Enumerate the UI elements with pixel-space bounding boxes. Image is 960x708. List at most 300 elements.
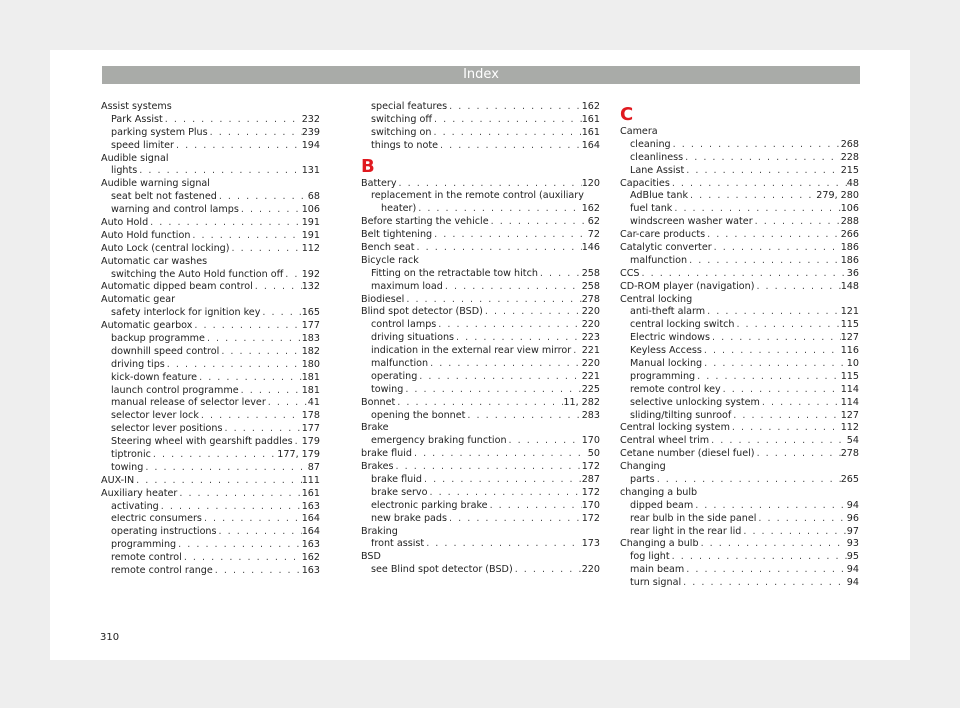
entry-label: downhill speed control: [111, 345, 220, 357]
entry-label: Battery: [361, 177, 397, 189]
entry-page: 161: [581, 126, 600, 138]
index-entry: [101, 488, 320, 501]
entry-label: Auto Lock (central locking): [101, 242, 230, 254]
entry-page: 181: [301, 384, 320, 396]
index-subentry: [361, 384, 600, 397]
dot-leader: [754, 281, 840, 294]
dot-leader: [415, 242, 582, 255]
entry-page: 48: [846, 177, 859, 189]
entry-label: cleanliness: [630, 151, 684, 163]
index-subentry: [101, 397, 320, 410]
entry-label: towing: [111, 461, 144, 473]
entry-label: special features: [371, 101, 448, 112]
dot-leader: [741, 526, 846, 539]
entry-page: 115: [840, 370, 859, 382]
dot-leader: [447, 513, 582, 526]
index-subentry: [620, 384, 859, 397]
entry-page: 283: [581, 409, 600, 421]
entry-label: selector lever lock: [111, 410, 199, 422]
dot-leader: [416, 203, 581, 216]
index-entry: [101, 281, 320, 294]
entry-label: Brake: [361, 422, 389, 434]
dot-leader: [199, 410, 302, 423]
entry-page: 11, 282: [563, 396, 600, 408]
entry-label: see Blind spot detector (BSD): [371, 564, 513, 576]
entry-page: 268: [840, 138, 859, 150]
index-column-2: [361, 101, 600, 577]
entry-label: parts: [630, 474, 655, 486]
entry-label: main beam: [630, 564, 685, 576]
entry-page: 162: [581, 203, 600, 215]
entry-page: 162: [301, 552, 320, 564]
entry-page: 186: [840, 242, 859, 253]
entry-page: 164: [301, 513, 320, 525]
entry-page: 132: [301, 281, 320, 293]
dot-leader: [683, 152, 841, 165]
index-entry: [361, 422, 600, 435]
entry-page: 172: [581, 461, 600, 473]
index-subentry: [361, 114, 600, 127]
entry-label: Lane Assist: [630, 164, 685, 176]
index-entry: [361, 461, 600, 474]
dot-leader: [483, 306, 582, 319]
dot-leader: [239, 385, 302, 398]
index-subentry: [620, 306, 859, 319]
entry-page: 265: [840, 474, 859, 486]
entry-page: 287: [581, 474, 600, 486]
entry-page: 97: [846, 525, 859, 537]
entry-label: Before starting the vehicle: [361, 216, 489, 228]
dot-leader: [159, 501, 302, 514]
dot-leader: [163, 114, 302, 127]
dot-leader: [174, 140, 302, 153]
dot-leader: [403, 384, 581, 397]
entry-label: Cetane number (diesel fuel): [620, 448, 755, 460]
index-entry: [620, 422, 859, 435]
index-subentry: [620, 139, 859, 152]
dot-leader: [428, 358, 582, 371]
entry-label: Audible warning signal: [101, 178, 210, 190]
dot-leader: [422, 474, 582, 487]
entry-page: 220: [581, 564, 600, 576]
dot-leader: [143, 462, 307, 475]
entry-page: 94: [846, 499, 859, 511]
entry-page: 220: [581, 319, 600, 331]
entry-label: launch control programme: [111, 384, 239, 396]
entry-label: Bicycle rack: [361, 254, 419, 266]
entry-label: windscreen washer water: [630, 216, 753, 228]
dot-leader: [671, 139, 841, 152]
entry-page: 258: [581, 267, 600, 279]
entry-label: programming: [630, 370, 696, 382]
entry-label: dipped beam: [630, 499, 694, 511]
entry-label: things to note: [371, 139, 439, 151]
dot-leader: [753, 216, 841, 229]
entry-page: 165: [301, 307, 320, 319]
entry-page: 225: [581, 383, 600, 395]
entry-label: rear light in the rear lid: [630, 525, 742, 537]
dot-leader: [705, 229, 841, 242]
entry-page: 220: [581, 306, 600, 318]
index-entry: [361, 255, 600, 268]
index-column-3: [620, 101, 859, 590]
index-subentry: [101, 165, 320, 178]
entry-page: 10: [846, 358, 859, 370]
entry-page: 278: [840, 448, 859, 460]
index-subentry: [101, 372, 320, 385]
dot-leader: [513, 564, 582, 577]
index-subentry: [101, 127, 320, 140]
entry-label: Automatic car washes: [101, 255, 208, 267]
index-subentry: [361, 539, 600, 552]
index-entry: [101, 243, 320, 256]
entry-page: 180: [301, 358, 320, 370]
index-entry: [361, 216, 600, 229]
dot-leader: [395, 397, 563, 410]
entry-label: lights: [111, 165, 138, 177]
dot-leader: [412, 448, 588, 461]
entry-label: selective unlocking system: [630, 396, 760, 408]
entry-label: Blind spot detector (BSD): [361, 306, 483, 318]
dot-leader: [266, 397, 308, 410]
dot-leader: [427, 487, 581, 500]
index-subentry: [101, 140, 320, 153]
entry-page: 239: [301, 126, 320, 138]
entry-page: 172: [581, 486, 600, 498]
dot-leader: [538, 268, 582, 281]
index-subentry: [101, 269, 320, 282]
entry-page: 161: [581, 113, 600, 125]
dot-leader: [432, 114, 582, 127]
index-entry: [620, 487, 859, 500]
entry-label: driving tips: [111, 358, 165, 370]
dot-leader: [177, 488, 301, 501]
index-entry: [620, 461, 859, 474]
entry-label: BSD: [361, 551, 381, 563]
entry-page: 41: [307, 397, 320, 409]
index-entry: [101, 294, 320, 307]
entry-label: CD-ROM player (navigation): [620, 280, 755, 292]
entry-label: brake fluid: [361, 448, 412, 460]
entry-label: Car-care products: [620, 229, 706, 241]
dot-leader: [571, 345, 582, 358]
index-subentry: [361, 564, 600, 577]
index-subentry: [620, 551, 859, 564]
entry-page: 172: [581, 512, 600, 524]
index-subentry: [101, 191, 320, 204]
section-letter: B: [361, 155, 375, 177]
dot-leader: [688, 190, 816, 203]
dot-leader: [432, 229, 588, 242]
entry-label: CCS: [620, 267, 640, 279]
entry-page: 115: [840, 319, 859, 331]
entry-page: 170: [581, 499, 600, 511]
entry-label: switching the Auto Hold function off: [111, 268, 284, 280]
entry-label: Automatic gearbox: [101, 320, 193, 332]
entry-page: 228: [840, 151, 859, 163]
index-subentry: [361, 101, 600, 114]
dot-leader: [640, 268, 847, 281]
entry-page: 106: [301, 204, 320, 216]
index-entry: [361, 242, 600, 255]
entry-label: Central locking: [620, 293, 693, 305]
entry-label: Central wheel trim: [620, 435, 710, 447]
index-subentry: [101, 449, 320, 462]
entry-label: fog light: [630, 551, 670, 563]
dot-leader: [454, 332, 582, 345]
dot-leader: [230, 243, 302, 256]
dot-leader: [734, 319, 840, 332]
entry-page: 164: [301, 526, 320, 538]
entry-label: parking system Plus: [111, 126, 208, 138]
entry-page: 120: [581, 177, 600, 189]
index-subentry: [101, 307, 320, 320]
dot-leader: [190, 230, 301, 243]
index-subentry: [101, 436, 320, 449]
entry-label: Electric windows: [630, 332, 710, 344]
dot-leader: [436, 319, 581, 332]
index-entry: [101, 475, 320, 488]
entry-page: 131: [301, 165, 320, 177]
entry-label: Biodiesel: [361, 293, 405, 305]
entry-page: 114: [840, 383, 859, 395]
dot-leader: [137, 165, 301, 178]
entry-page: 127: [840, 332, 859, 344]
dot-leader: [670, 551, 847, 564]
entry-label: control lamps: [371, 319, 437, 331]
entry-page: 179: [301, 436, 320, 448]
index-subentry: [620, 345, 859, 358]
entry-label: Bench seat: [361, 242, 415, 253]
index-subentry: [620, 513, 859, 526]
entry-label: selector lever positions: [111, 423, 223, 435]
dot-leader: [655, 474, 841, 487]
entry-page: 221: [581, 370, 600, 382]
index-entry: [620, 435, 859, 448]
entry-label: remote control range: [111, 565, 213, 577]
index-subentry: [101, 114, 320, 127]
entry-page: 112: [840, 422, 859, 434]
entry-label: heater): [381, 203, 417, 215]
index-entry: [620, 294, 859, 307]
entry-page: 163: [301, 539, 320, 551]
index-subentry: [620, 474, 859, 487]
entry-page: 215: [840, 164, 859, 176]
entry-label: Manual locking: [630, 358, 703, 370]
index-entry: [101, 153, 320, 166]
index-subentry: [620, 577, 859, 590]
entry-label: Belt tightening: [361, 229, 433, 241]
index-entry: [101, 230, 320, 243]
entry-page: 164: [581, 139, 600, 151]
entry-label: Steering wheel with gearshift paddles: [111, 436, 293, 448]
entry-page: 96: [846, 512, 859, 524]
entry-page: 161: [301, 487, 320, 499]
entry-page: 192: [301, 268, 320, 280]
entry-label: opening the bonnet: [371, 409, 466, 421]
dot-leader: [702, 358, 847, 371]
entry-label: programming: [111, 539, 177, 551]
index-subentry: [361, 203, 600, 216]
index-subentry: [361, 474, 600, 487]
index-subentry: [620, 203, 859, 216]
entry-label: central locking switch: [630, 319, 735, 331]
entry-label: warning and control lamps: [111, 204, 239, 216]
index-subentry: [620, 190, 859, 203]
dot-leader: [151, 449, 277, 462]
entry-label: Auxiliary heater: [101, 487, 178, 499]
dot-leader: [431, 127, 581, 140]
dot-leader: [260, 307, 301, 320]
entry-page: 50: [587, 448, 600, 460]
dot-leader: [283, 269, 301, 282]
entry-page: 116: [840, 345, 859, 357]
index-entry: [361, 229, 600, 242]
entry-page: 186: [840, 254, 859, 266]
dot-leader: [507, 435, 582, 448]
entry-label: malfunction: [630, 254, 688, 266]
dot-leader: [687, 255, 841, 268]
dot-leader: [699, 539, 847, 552]
dot-leader: [710, 332, 841, 345]
dot-leader: [672, 203, 840, 216]
dot-leader: [404, 294, 581, 307]
index-subentry: [101, 410, 320, 423]
entry-label: switching off: [371, 113, 432, 125]
index-entry: [620, 126, 859, 139]
dot-leader: [219, 346, 301, 359]
index-subentry: [620, 216, 859, 229]
entry-page: 68: [307, 191, 320, 203]
entry-label: brake fluid: [371, 474, 422, 486]
entry-page: 106: [840, 203, 859, 215]
entry-page: 127: [840, 409, 859, 421]
index-subentry: [361, 319, 600, 332]
index-subentry: [361, 435, 600, 448]
entry-label: cleaning: [630, 138, 671, 150]
dot-leader: [205, 333, 302, 346]
dot-leader: [489, 216, 588, 229]
entry-page: 112: [301, 242, 320, 254]
index-subentry: [361, 345, 600, 358]
entry-page: 223: [581, 332, 600, 344]
index-subentry: [620, 526, 859, 539]
entry-page: 121: [840, 306, 859, 318]
entry-label: manual release of selector lever: [111, 397, 266, 409]
entry-page: 54: [846, 435, 859, 447]
entry-page: 258: [581, 280, 600, 292]
entry-page: 181: [301, 371, 320, 383]
entry-label: Fitting on the retractable tow hitch: [371, 267, 538, 279]
entry-label: turn signal: [630, 577, 682, 589]
entry-label: speed limiter: [111, 139, 174, 151]
entry-label: towing: [371, 383, 404, 395]
dot-leader: [397, 178, 582, 191]
entry-page: 62: [587, 216, 600, 228]
entry-page: 36: [846, 267, 859, 279]
index-entry: [620, 539, 859, 552]
entry-label: kick-down feature: [111, 371, 198, 383]
entry-page: 177, 179: [277, 449, 320, 461]
index-subentry: [361, 358, 600, 371]
index-subentry: [101, 514, 320, 527]
entry-label: operating instructions: [111, 526, 217, 538]
entry-page: 288: [840, 216, 859, 228]
entry-page: 95: [846, 551, 859, 563]
index-subentry: [361, 190, 600, 203]
entry-label: Automatic dipped beam control: [101, 281, 253, 293]
dot-leader: [702, 345, 841, 358]
index-subentry: [101, 204, 320, 217]
dot-leader: [213, 565, 302, 578]
entry-label: Catalytic converter: [620, 242, 712, 253]
entry-page: 178: [301, 410, 320, 422]
index-entry: [361, 294, 600, 307]
entry-label: backup programme: [111, 333, 205, 345]
entry-page: 94: [846, 577, 859, 589]
index-subentry: [101, 539, 320, 552]
entry-page: 87: [307, 461, 320, 473]
index-entry: [101, 101, 320, 114]
index-entry: [361, 397, 600, 410]
dot-leader: [443, 281, 582, 294]
index-subentry: [620, 152, 859, 165]
index-entry: [361, 526, 600, 539]
index-subentry: [620, 255, 859, 268]
index-subentry: [620, 358, 859, 371]
dot-leader: [695, 371, 841, 384]
dot-leader: [681, 577, 847, 590]
entry-label: Braking: [361, 525, 398, 537]
index-subentry: [101, 385, 320, 398]
index-subentry: [101, 501, 320, 514]
dot-leader: [253, 281, 302, 294]
entry-page: 177: [301, 423, 320, 435]
entry-label: front assist: [371, 538, 425, 550]
entry-page: 194: [301, 139, 320, 151]
index-entry: [620, 229, 859, 242]
dot-leader: [731, 410, 840, 423]
index-entry: [620, 242, 859, 255]
entry-page: 279, 280: [816, 190, 859, 202]
page-header: Index: [102, 66, 860, 84]
dot-leader: [755, 448, 841, 461]
entry-page: 183: [301, 333, 320, 345]
index-entry: [361, 551, 600, 564]
entry-page: 162: [581, 101, 600, 112]
index-column-1: [101, 101, 320, 578]
entry-page: 114: [840, 396, 859, 408]
dot-leader: [148, 217, 302, 230]
index-subentry: [620, 500, 859, 513]
entry-label: remote control: [111, 552, 182, 564]
dot-leader: [293, 436, 302, 449]
section-letter: C: [620, 104, 634, 125]
entry-page: 111: [301, 474, 320, 486]
entry-label: Brakes: [361, 461, 394, 473]
dot-leader: [447, 101, 582, 114]
entry-label: replacement in the remote control (auxiliary: [371, 190, 584, 202]
index-subentry: [620, 165, 859, 178]
index-subentry: [620, 397, 859, 410]
entry-label: remote control key: [630, 383, 721, 395]
index-subentry: [361, 487, 600, 500]
entry-label: rear bulb in the side panel: [630, 512, 757, 524]
entry-label: electric consumers: [111, 513, 202, 525]
entry-page: 278: [581, 293, 600, 305]
entry-label: electronic parking brake: [371, 499, 488, 511]
dot-leader: [465, 410, 581, 423]
